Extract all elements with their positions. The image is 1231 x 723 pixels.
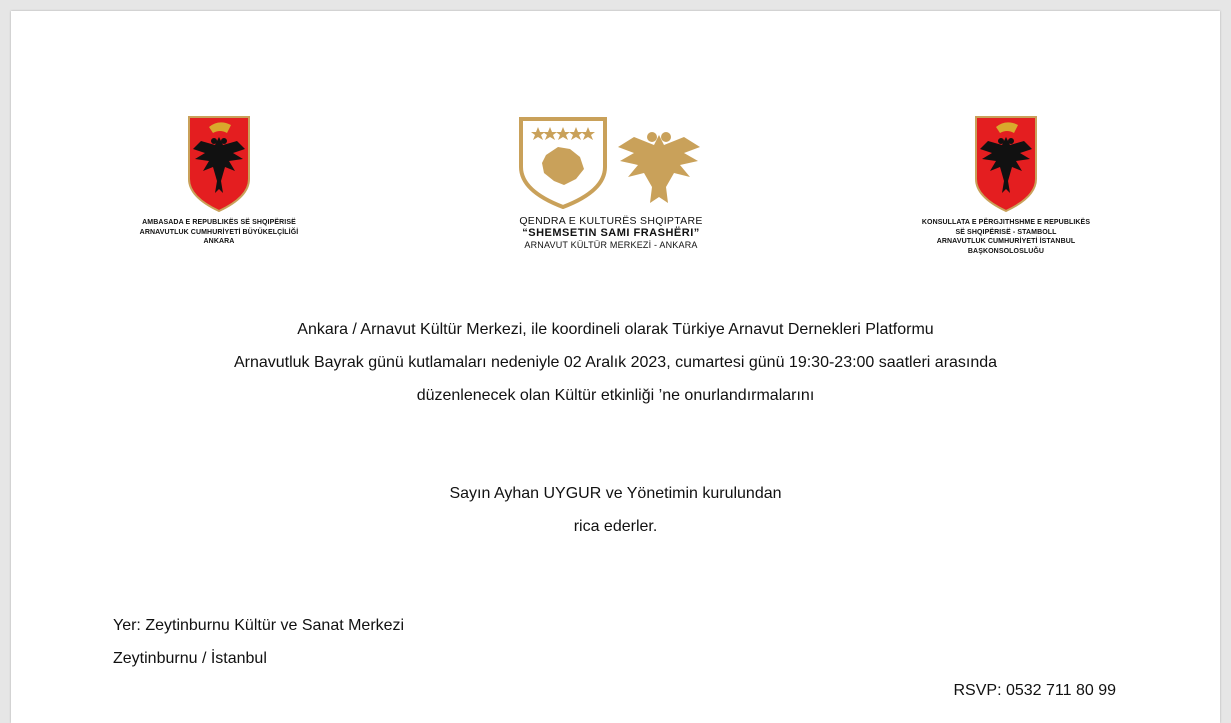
- embassy-name-line1: AMBASADA E REPUBLIKËS SË SHQIPËRISË: [142, 219, 296, 226]
- consulate-name-line4: BAŞKONSOLOSLUĞU: [967, 247, 1045, 255]
- albania-coat-of-arms-icon: [974, 115, 1038, 213]
- venue-city-line: Zeytinburnu / İstanbul: [113, 650, 267, 667]
- consulate-name-line2: SË SHQIPËRISË - STAMBOLL: [955, 228, 1057, 236]
- addressee-line: Sayın Ayhan UYGUR ve Yönetimin kurulundan: [449, 485, 782, 502]
- cultural-center-name-line1: QENDRA E KULTURËS SHQIPTARE: [519, 215, 703, 227]
- cultural-center-name-line2: “SHEMSETIN SAMI FRASHËRI”: [522, 227, 700, 239]
- embassy-name-line2: ARNAVUTLUK CUMHURİYETİ BÜYÜKELÇİLİĞİ: [139, 228, 299, 236]
- consulate-name-line1: KONSULLATA E PËRGJITHSHME E REPUBLIKËS: [921, 219, 1091, 226]
- embassy-city: ANKARA: [203, 238, 235, 245]
- intro-line-1: Ankara / Arnavut Kültür Merkezi, ile koordineli olarak Türkiye Arnavut Dernekleri Platformu: [297, 321, 934, 338]
- double-headed-eagle-icon: [614, 115, 704, 209]
- albania-coat-of-arms-icon: [187, 115, 251, 213]
- cultural-center-name-line3: ARNAVUT KÜLTÜR MERKEZİ - ANKARA: [524, 240, 698, 250]
- document-page: [11, 11, 1220, 723]
- kosovo-shield-icon: [518, 115, 608, 209]
- venue-line: Yer: Zeytinburnu Kültür ve Sanat Merkezi: [113, 617, 405, 634]
- intro-line-3: düzenlenecek olan Kültür etkinliği ’ne onurlandırmalarını: [416, 387, 815, 404]
- consulate-name-line3: ARNAVUTLUK CUMHURİYETİ İSTANBUL: [936, 238, 1076, 245]
- rsvp-line: RSVP: 0532 711 80 99: [953, 682, 1116, 699]
- embassy-header: [113, 115, 325, 247]
- intro-line-2: Arnavutluk Bayrak günü kutlamaları nedeniyle 02 Aralık 2023, cumartesi günü 19:30-23:00 saatleri arasında: [233, 354, 998, 371]
- consulate-header: [893, 115, 1119, 256]
- cultural-center-header: [501, 115, 721, 251]
- request-line: rica ederler.: [573, 518, 658, 535]
